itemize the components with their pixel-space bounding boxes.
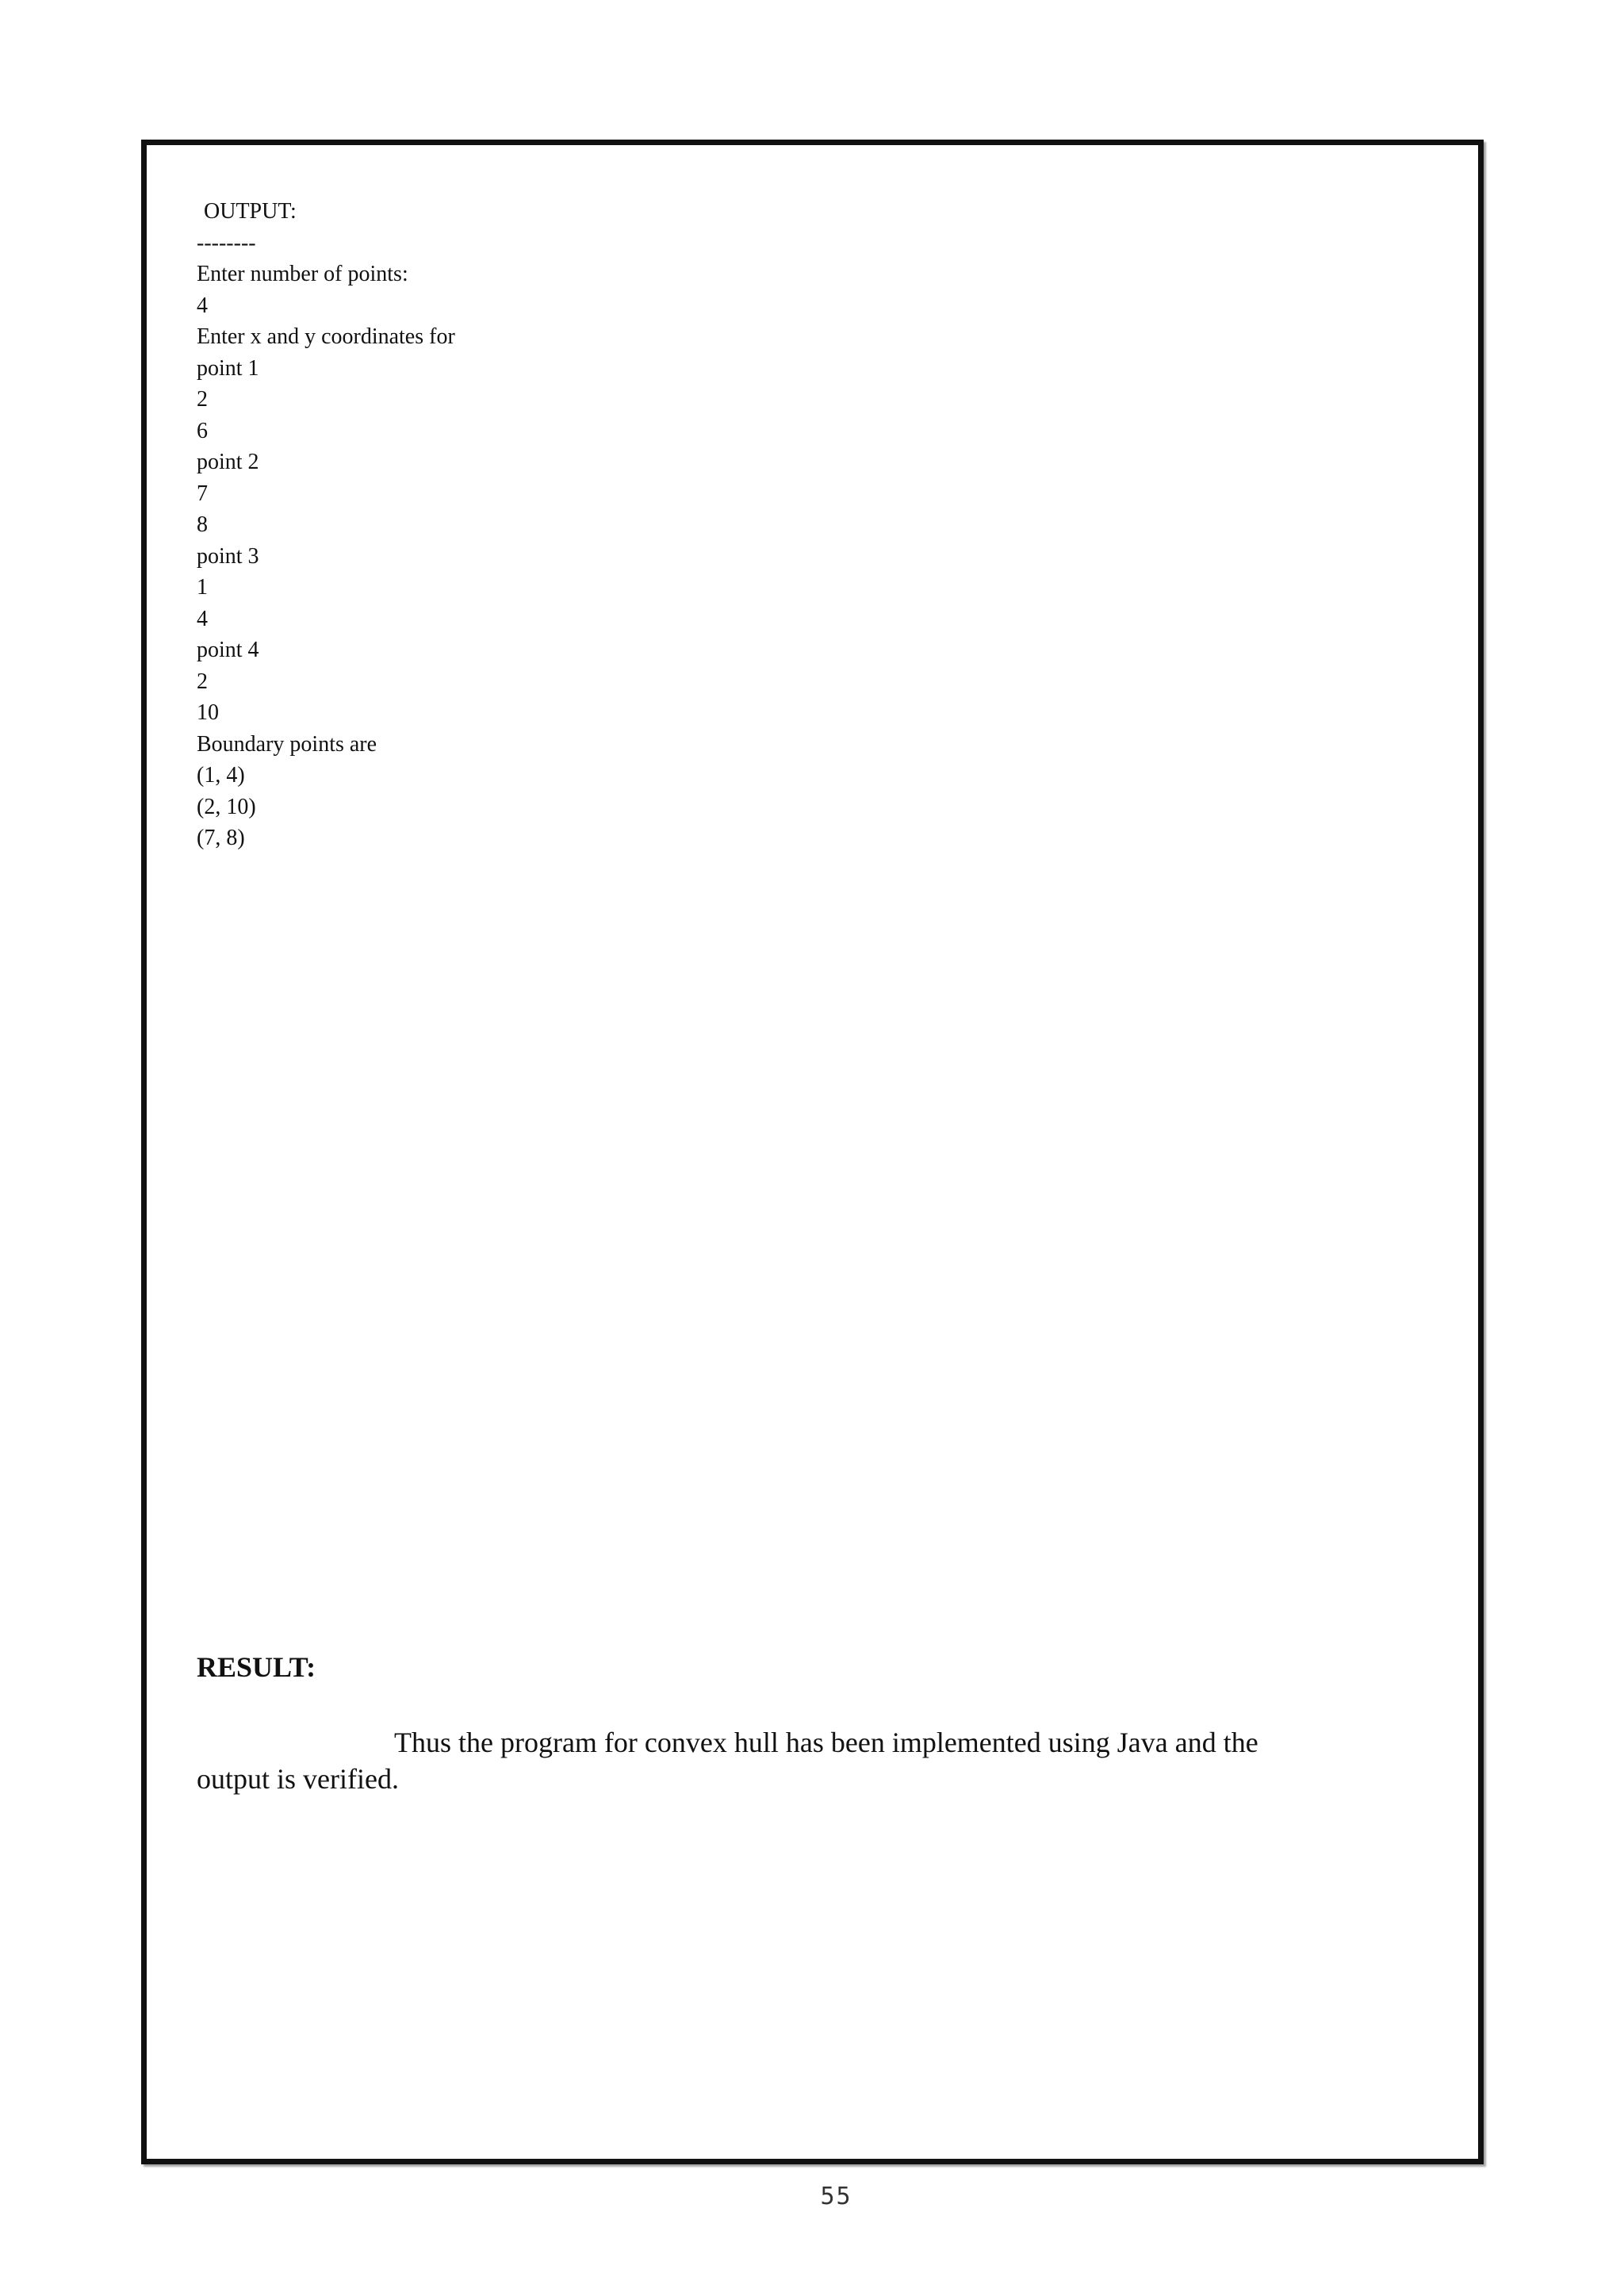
result-paragraph xyxy=(197,1724,1323,1797)
output-line: point 2 xyxy=(197,450,259,474)
output-line: 4 xyxy=(197,293,208,318)
output-line: Boundary points are xyxy=(197,731,377,757)
page-number: 55 xyxy=(820,2183,852,2210)
program-output xyxy=(197,196,910,854)
output-line: -------- xyxy=(197,230,256,255)
output-line: 2 xyxy=(197,669,208,694)
output-line: 10 xyxy=(197,700,219,725)
output-line: 2 xyxy=(197,387,208,412)
output-line: point 3 xyxy=(197,543,259,569)
output-line: Enter number of points: xyxy=(197,262,408,286)
output-line: (7, 8) xyxy=(197,826,245,850)
result-heading: RESULT: xyxy=(197,1651,316,1683)
output-line: point 1 xyxy=(197,355,259,381)
output-line: (2, 10) xyxy=(197,794,256,819)
output-line: 4 xyxy=(197,606,208,631)
result-text-line: Thus the program for convex hull has been implemented using Java and the xyxy=(394,1727,1258,1758)
output-line: (1, 4) xyxy=(197,763,245,788)
output-line: 1 xyxy=(197,575,208,600)
output-heading: OUTPUT: xyxy=(204,199,297,224)
output-line: 7 xyxy=(197,481,208,506)
output-line: 8 xyxy=(197,512,208,537)
output-line: Enter x and y coordinates for xyxy=(197,324,455,349)
output-line: 6 xyxy=(197,418,208,443)
output-line: point 4 xyxy=(197,638,259,662)
result-text-line: output is verified. xyxy=(197,1763,399,1795)
